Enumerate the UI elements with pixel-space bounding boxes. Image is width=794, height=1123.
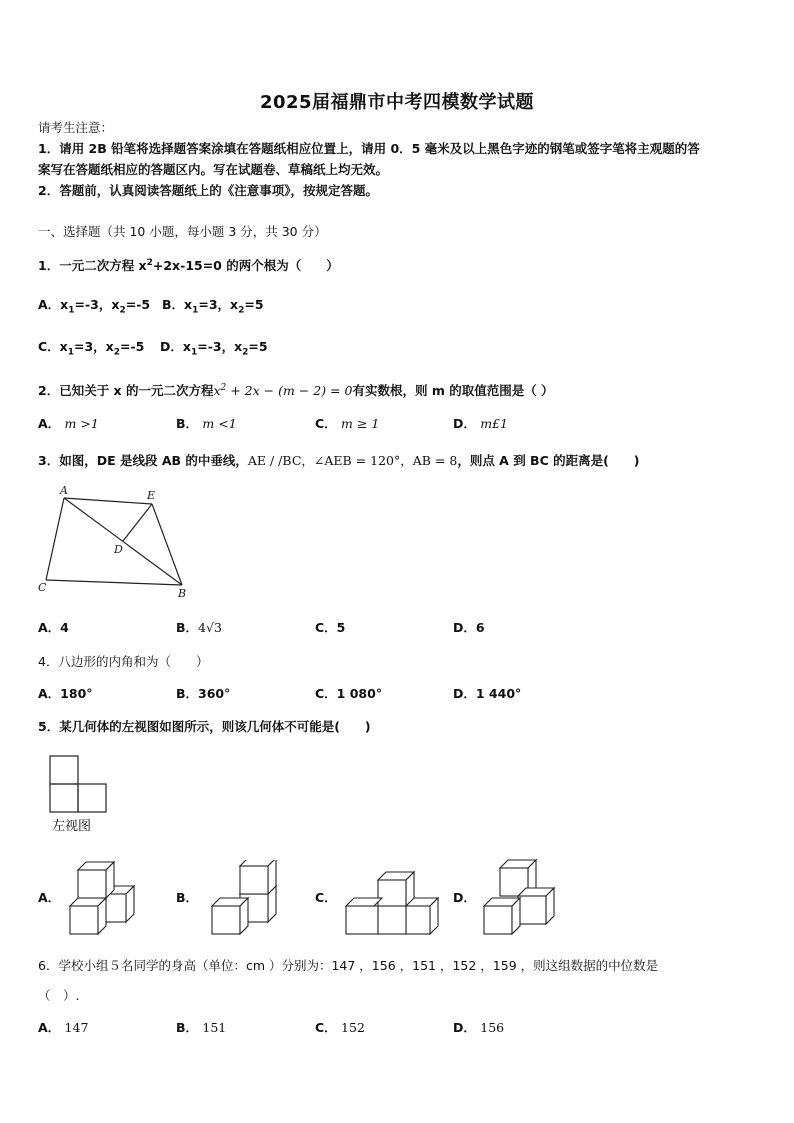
notice-item-1-line-1: 1．请用 2B 铅笔将选择题答案涂填在答题纸相应位置上，请用 0．5 毫米及以上黑色字迹的钢笔或签字笔将主观题的答 <box>38 141 700 156</box>
question-3-option-b: B．4√3 <box>176 620 222 635</box>
label-b: B <box>178 587 187 600</box>
question-3-option-a: A．4 <box>38 620 69 635</box>
question-2-option-a: A． m >1 <box>38 416 99 431</box>
question-5-option-c-solid <box>340 860 440 940</box>
section-heading: 一、选择题（共 10 小题，每小题 3 分，共 30 分） <box>38 224 327 239</box>
question-6-stem-line-2: （ ）. <box>38 988 80 1003</box>
question-4-option-a: A．180° <box>38 686 93 701</box>
question-1-option-c: C．$x_1=3$，$x_2=-5$ <box>38 339 145 358</box>
question-4-option-c: C．1 080° <box>315 686 383 701</box>
label-d: D <box>114 543 123 556</box>
question-5-option-d-solid <box>478 856 562 940</box>
question-3-option-d: D．6 <box>453 620 485 635</box>
question-2-stem: 2．已知关于 x 的一元二次方程$x^2 + 2x - (m - 2) = 0$有实数根，则 m 的取值范围是（ ） <box>38 383 554 399</box>
question-1-option-d: D．$x_1=-3$，$x_2=5$ <box>160 339 268 358</box>
question-5-option-a-label: A． <box>38 890 61 905</box>
question-5-option-b-label: B． <box>176 890 199 905</box>
notice-heading: 请考生注意： <box>38 120 114 135</box>
segment-cb <box>46 580 182 585</box>
question-6-option-a: A． 147 <box>38 1020 89 1035</box>
question-5-stem: 5．某几何体的左视图如图所示，则该几何体不可能是( ) <box>38 719 371 734</box>
segment-ac <box>46 498 64 580</box>
segment-ab <box>64 498 182 585</box>
question-5-option-b-solid <box>204 860 284 940</box>
sqrt-expression: 4√3 <box>198 620 222 635</box>
left-view-figure <box>46 752 112 816</box>
question-6-option-b: B． 151 <box>176 1020 227 1035</box>
question-3-figure <box>34 482 194 602</box>
question-6-option-c: C． 152 <box>315 1020 365 1035</box>
label-e: E <box>147 489 156 502</box>
question-1-option-b: B．$x_1=3$，$x_2=5$ <box>162 297 264 316</box>
segment-eb <box>152 504 182 585</box>
notice-item-1-line-2: 案写在答题纸相应的答题区内。写在试题卷、草稿纸上均无效。 <box>38 162 389 177</box>
question-6-stem-line-1: 6．学校小组５名同学的身高（单位：cm ）分别为：147 ，156 ，151 ，152 ，159 ，则这组数据的中位数是 <box>38 958 659 973</box>
question-1-option-a: A．$x_1=-3$，$x_2=-5$ <box>38 297 151 316</box>
question-6-option-d: D． 156 <box>453 1020 505 1035</box>
label-a: A <box>60 484 68 497</box>
question-2-option-b: B． m <1 <box>176 416 237 431</box>
question-2-option-c: C． m ≥ 1 <box>315 416 380 431</box>
page-title: 2025届福鼎市中考四模数学试题 <box>259 92 535 113</box>
question-5-option-c-label: C． <box>315 890 337 905</box>
question-5-option-a-solid <box>62 860 142 940</box>
question-2-option-d: D． m£1 <box>453 416 509 431</box>
question-4-option-b: B．360° <box>176 686 231 701</box>
question-2-formula: $x^2 + 2x - (m - 2) = 0$ <box>213 383 353 399</box>
left-view-caption: 左视图 <box>52 819 92 834</box>
question-3-option-c: C．5 <box>315 620 346 635</box>
question-1-stem: 1．一元二次方程 $x^2+2x-15=0$ 的两个根为（ ） <box>38 258 339 274</box>
label-c: C <box>38 581 47 594</box>
question-5-option-d-label: D． <box>453 890 476 905</box>
question-3-stem: 3．如图，DE 是线段 AB 的中垂线，AE / /BC，∠AEB = 120°，AB = 8，则点 A 到 BC 的距离是( ) <box>38 453 640 468</box>
segment-ed <box>123 504 152 541</box>
question-4-stem: 4．八边形的内角和为（ ） <box>38 654 209 669</box>
segment-ae <box>64 498 152 504</box>
notice-item-2: 2．答题前，认真阅读答题纸上的《注意事项》，按规定答题。 <box>38 183 378 198</box>
question-4-option-d: D．1 440° <box>453 686 522 701</box>
